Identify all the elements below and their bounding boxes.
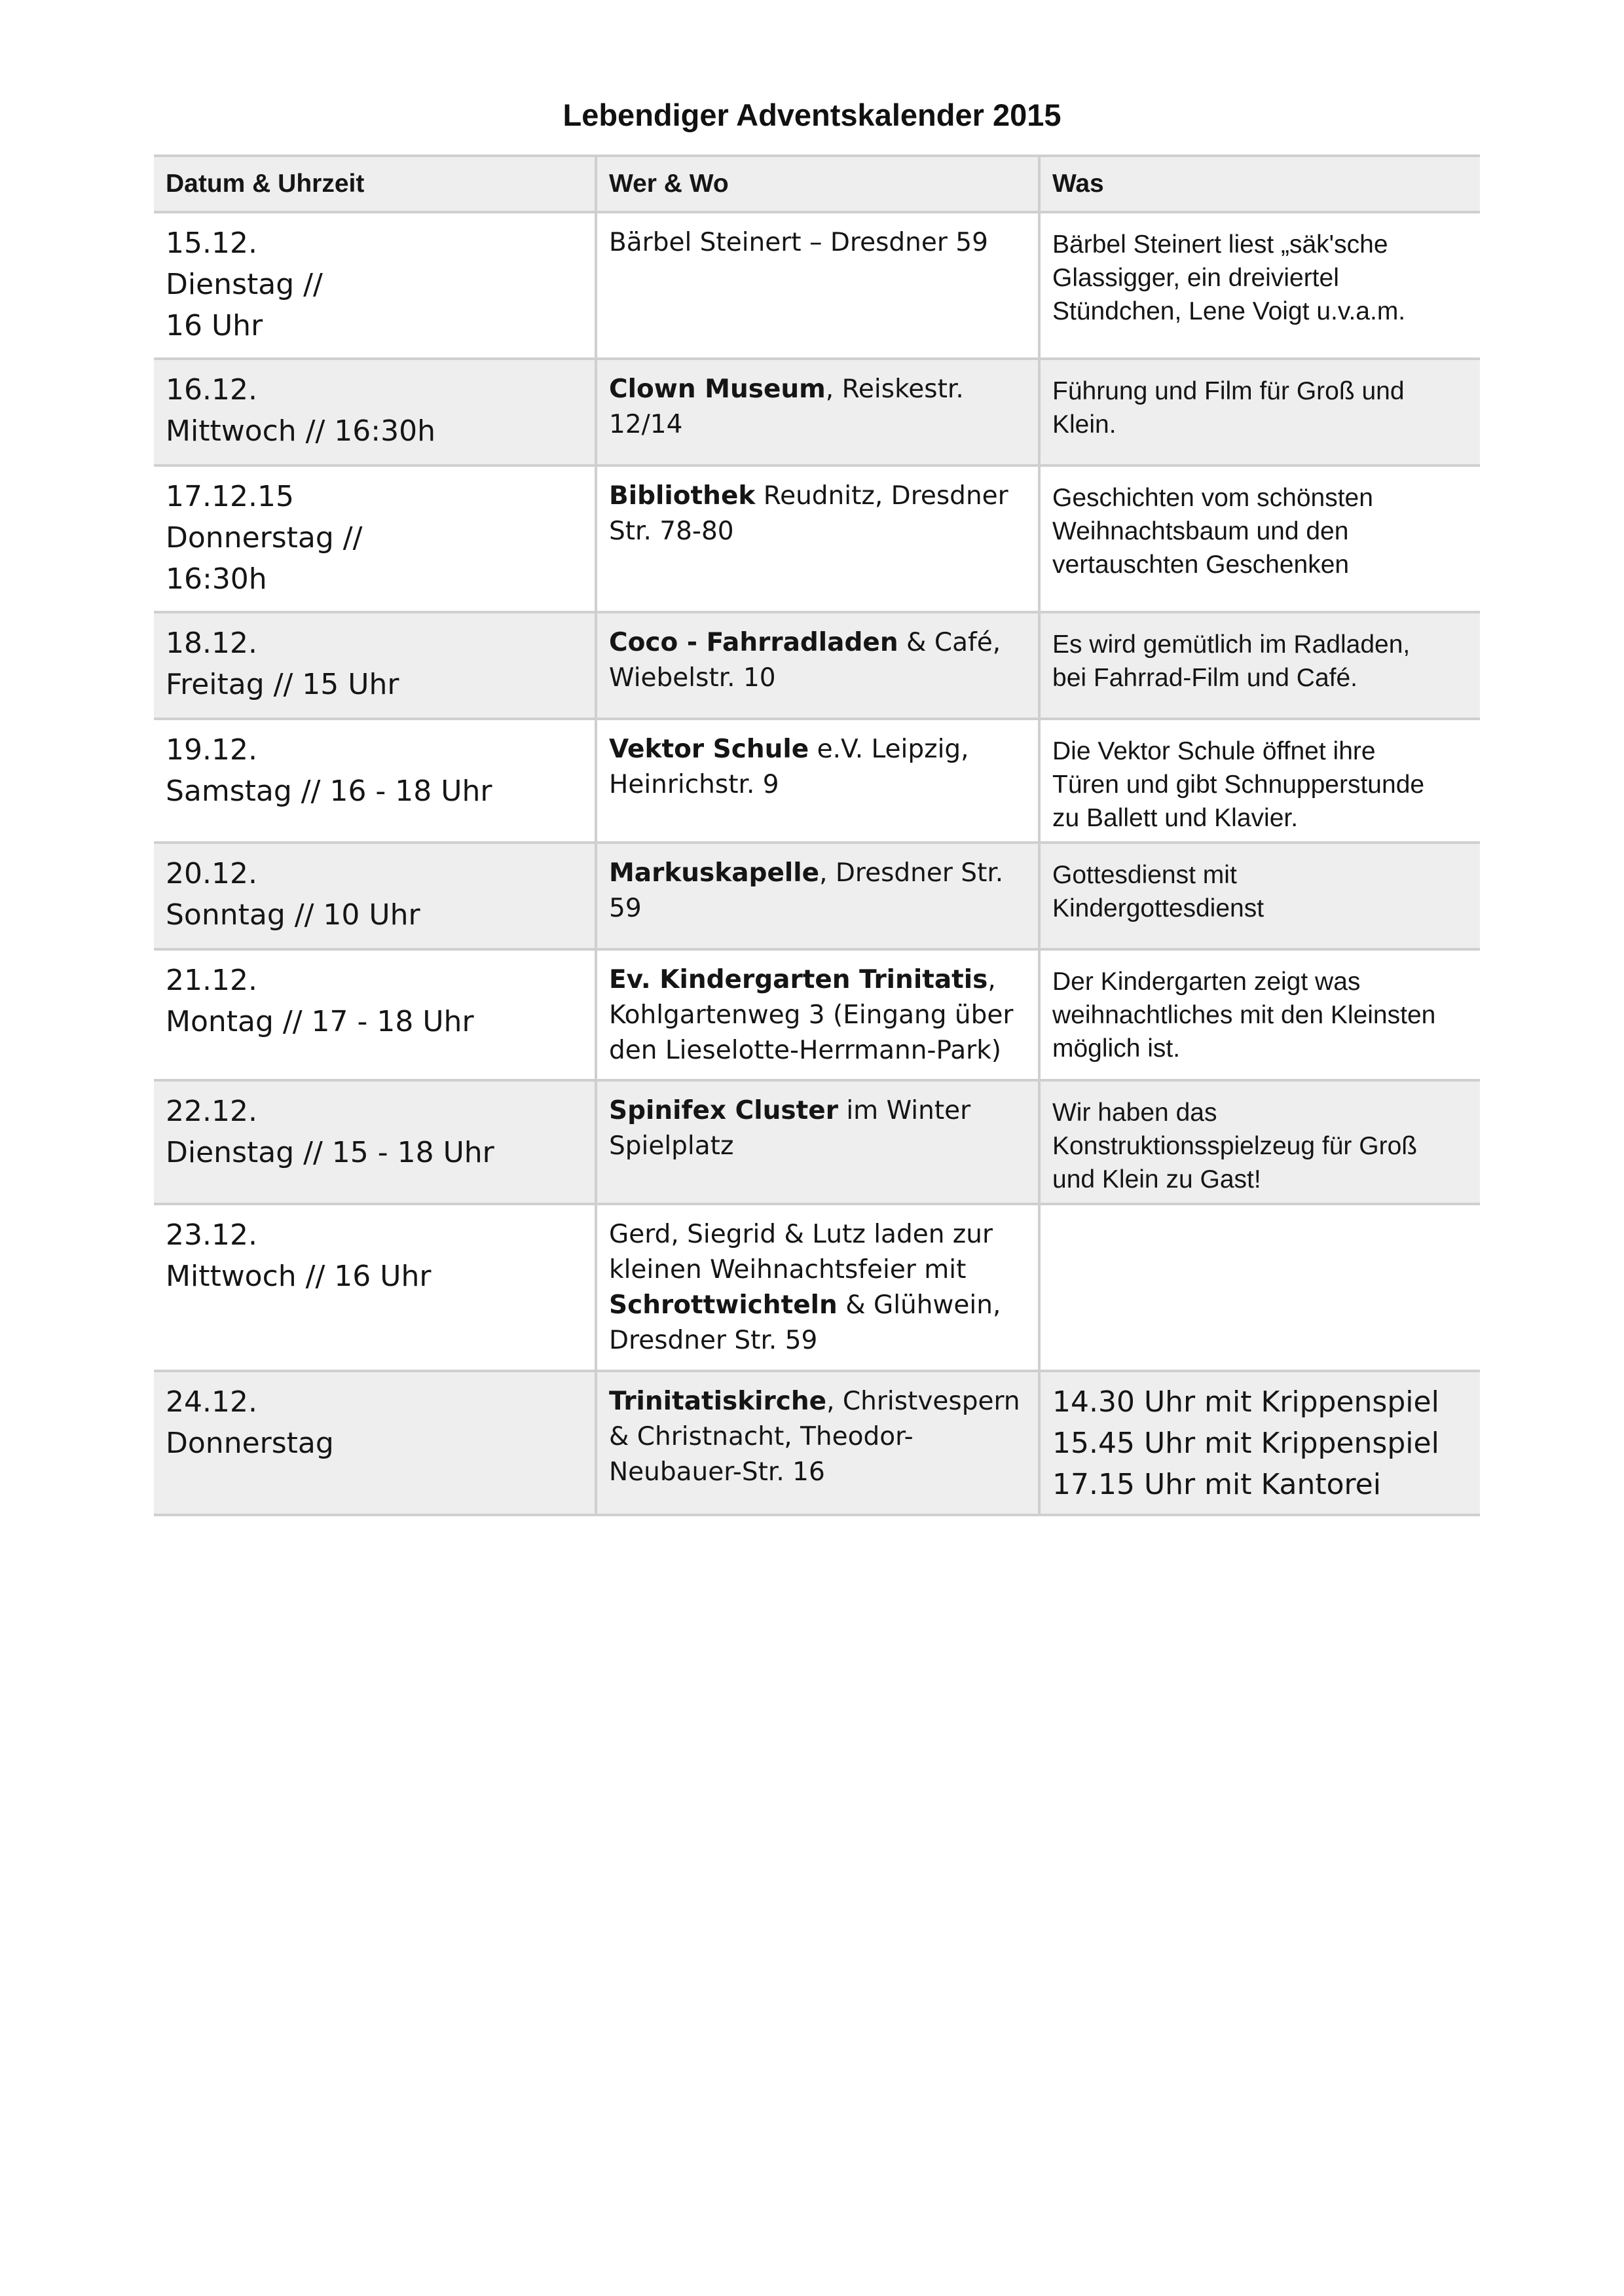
venue-name: Clown Museum	[609, 374, 826, 404]
cell-what	[1039, 359, 1480, 465]
venue-name: Coco - Fahrradladen	[609, 628, 898, 657]
cell-who-where	[596, 212, 1039, 359]
cell-who-where	[596, 359, 1039, 465]
table-row	[154, 1080, 1480, 1204]
cell-date-time	[154, 1080, 596, 1204]
description-line: Glassigger, ein dreiviertel	[1052, 264, 1339, 292]
date-line: 16 Uhr	[166, 309, 263, 342]
cell-date-time	[154, 612, 596, 719]
table-row	[154, 719, 1480, 843]
description-line: Stündchen, Lene Voigt u.v.a.m.	[1052, 297, 1406, 325]
venue-detail: Bärbel Steinert – Dresdner 59	[609, 228, 988, 257]
description-line: Der Kindergarten zeigt was	[1052, 968, 1361, 996]
date-line: Donnerstag	[166, 1427, 334, 1460]
date-line: 23.12.	[166, 1218, 257, 1252]
date-line: 18.12.	[166, 627, 257, 660]
description-line: Wir haben das	[1052, 1099, 1217, 1127]
date-line: Dienstag // 15 - 18 Uhr	[166, 1136, 494, 1169]
description-line: zu Ballett und Klavier.	[1052, 804, 1299, 832]
description-line: Bärbel Steinert liest „säk'sche	[1052, 230, 1388, 259]
description-line: Geschichten vom schönsten	[1052, 484, 1373, 512]
page-title: Lebendiger Adventskalender 2015	[563, 98, 1061, 132]
cell-what	[1039, 719, 1480, 843]
date-line: Donnerstag //	[166, 521, 363, 555]
advent-calendar-table	[154, 155, 1480, 1516]
date-line: 19.12.	[166, 733, 257, 767]
cell-date-time	[154, 1204, 596, 1371]
table-row	[154, 359, 1480, 465]
cell-what	[1039, 949, 1480, 1080]
date-line: Samstag // 16 - 18 Uhr	[166, 774, 492, 808]
venue-detail: Reudnitz, Dresdner Str. 78-80	[609, 481, 1008, 546]
description-line: Kindergottesdienst	[1052, 894, 1264, 922]
date-line: Dienstag //	[166, 268, 323, 301]
cell-who-where	[596, 719, 1039, 843]
date-line: Sonntag // 10 Uhr	[166, 898, 420, 932]
venue-detail: , Kohlgartenweg 3 (Eingang über den Lieselotte-Herrmann-Park)	[609, 965, 1014, 1065]
table-row	[154, 212, 1480, 359]
column-header-who-where: Wer & Wo	[596, 156, 1039, 212]
venue-detail: e.V. Leipzig, Heinrichstr. 9	[609, 735, 969, 799]
cell-who-where	[596, 843, 1039, 949]
cell-what	[1039, 1080, 1480, 1204]
date-line: 17.12.15	[166, 480, 294, 513]
cell-date-time	[154, 843, 596, 949]
date-line: 15.12.	[166, 227, 257, 260]
cell-what	[1039, 212, 1480, 359]
venue-detail: & Café, Wiebelstr. 10	[609, 628, 1001, 693]
cell-date-time	[154, 465, 596, 612]
description-line: Konstruktionsspielzeug für Groß	[1052, 1132, 1418, 1160]
date-line: 16:30h	[166, 562, 267, 596]
cell-who-where	[596, 465, 1039, 612]
table-row	[154, 949, 1480, 1080]
description-line: weihnachtliches mit den Kleinsten	[1052, 1001, 1436, 1029]
table-row	[154, 843, 1480, 949]
venue-detail: Gerd, Siegrid & Lutz laden zur kleinen Weihnachtsfeier mit	[609, 1220, 993, 1285]
venue-name: Bibliothek	[609, 481, 756, 511]
description-line: und Klein zu Gast!	[1052, 1165, 1261, 1194]
cell-date-time	[154, 1371, 596, 1515]
description-line: Türen und gibt Schnupperstunde	[1052, 771, 1425, 799]
description-line: Führung und Film für Groß und	[1052, 377, 1405, 405]
date-line: Montag // 17 - 18 Uhr	[166, 1005, 474, 1038]
cell-who-where	[596, 612, 1039, 719]
cell-what	[1039, 843, 1480, 949]
table-row	[154, 465, 1480, 612]
venue-name: Trinitatiskirche	[609, 1387, 827, 1416]
cell-who-where	[596, 1371, 1039, 1515]
column-header-what: Was	[1039, 156, 1480, 212]
cell-who-where	[596, 1204, 1039, 1371]
venue-detail: & Glühwein, Dresdner Str. 59	[609, 1290, 1001, 1355]
description-line: vertauschten Geschenken	[1052, 551, 1350, 579]
description-line: bei Fahrrad-Film und Café.	[1052, 664, 1358, 692]
venue-detail: , Christvespern & Christnacht, Theodor-Neubauer-Str. 16	[609, 1387, 1020, 1487]
cell-what	[1039, 612, 1480, 719]
venue-name: Markuskapelle	[609, 858, 820, 888]
table-row	[154, 612, 1480, 719]
description-line: Weihnachtsbaum und den	[1052, 517, 1349, 545]
cell-what	[1039, 1371, 1480, 1515]
venue-name: Schrottwichteln	[609, 1290, 838, 1320]
description-line: 17.15 Uhr mit Kantorei	[1052, 1468, 1381, 1501]
venue-detail: im Winter Spielplatz	[609, 1096, 971, 1161]
cell-date-time	[154, 949, 596, 1080]
venue-name: Vektor Schule	[609, 735, 809, 764]
date-line: Mittwoch // 16 Uhr	[166, 1260, 432, 1293]
venue-name: Spinifex Cluster	[609, 1096, 838, 1125]
description-line: 15.45 Uhr mit Krippenspiel	[1052, 1427, 1439, 1460]
date-line: 20.12.	[166, 857, 257, 890]
venue-detail: , Dresdner Str. 59	[609, 858, 1004, 923]
date-line: 24.12.	[166, 1385, 257, 1419]
description-line: Es wird gemütlich im Radladen,	[1052, 630, 1411, 659]
description-line: 14.30 Uhr mit Krippenspiel	[1052, 1385, 1439, 1419]
date-line: 22.12.	[166, 1095, 257, 1128]
column-header-date: Datum & Uhrzeit	[154, 156, 596, 212]
cell-who-where	[596, 949, 1039, 1080]
table-header-row	[154, 156, 1480, 212]
cell-date-time	[154, 359, 596, 465]
table-row	[154, 1371, 1480, 1515]
cell-date-time	[154, 719, 596, 843]
date-line: 21.12.	[166, 964, 257, 997]
cell-who-where	[596, 1080, 1039, 1204]
venue-detail: , Reiskestr. 12/14	[609, 374, 964, 439]
cell-what	[1039, 1204, 1480, 1371]
cell-date-time	[154, 212, 596, 359]
venue-name: Ev. Kindergarten Trinitatis	[609, 965, 988, 994]
date-line: Mittwoch // 16:30h	[166, 414, 435, 448]
date-line: Freitag // 15 Uhr	[166, 668, 399, 701]
cell-what	[1039, 465, 1480, 612]
date-line: 16.12.	[166, 373, 257, 407]
description-line: Gottesdienst mit	[1052, 861, 1237, 889]
description-line: Klein.	[1052, 410, 1116, 439]
description-line: Die Vektor Schule öffnet ihre	[1052, 737, 1376, 765]
description-line: möglich ist.	[1052, 1034, 1181, 1063]
table-row	[154, 1204, 1480, 1371]
